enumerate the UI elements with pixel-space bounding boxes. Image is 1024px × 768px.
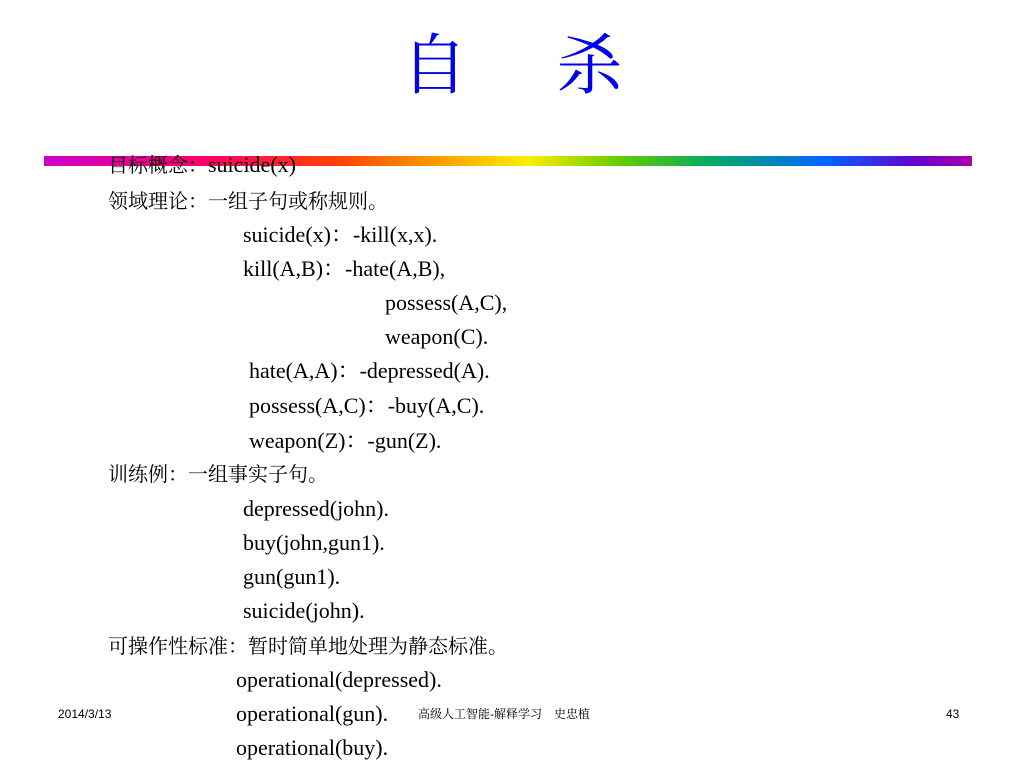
fact-line: depressed(john).: [243, 496, 390, 521]
footer-page-number: 43: [946, 707, 960, 721]
target-concept-line: [108, 148, 296, 182]
rule-line: suicide(x)：-kill(x,x).: [243, 222, 438, 247]
target-concept-value: suicide(x): [208, 152, 296, 177]
slide-title: 自 杀: [401, 27, 657, 104]
rule-line: weapon(C).: [385, 324, 489, 349]
rule-line: possess(A,C)：-buy(A,C).: [249, 393, 485, 418]
footer-course: 高级人工智能-解释学习 史忠植: [418, 707, 590, 721]
fact-line: gun(gun1).: [243, 564, 341, 589]
rule-line: weapon(Z)：-gun(Z).: [249, 428, 442, 453]
target-concept-label: 目标概念：: [108, 153, 208, 177]
domain-theory-heading: 领域理论：一组子句或称规则。: [108, 189, 388, 213]
operational-line: operational(buy).: [236, 735, 389, 760]
rule-line: kill(A,B)：-hate(A,B),: [243, 256, 446, 281]
fact-line: buy(john,gun1).: [243, 530, 385, 555]
footer-date: 2014/3/13: [58, 707, 112, 721]
operational-line: operational(depressed).: [236, 667, 442, 692]
rule-line: possess(A,C),: [385, 290, 508, 315]
fact-line: suicide(john).: [243, 598, 365, 623]
rule-line: hate(A,A)：-depressed(A).: [249, 358, 490, 383]
operational-line: operational(gun).: [236, 701, 389, 726]
operational-criterion-heading: 可操作性标准：暂时简单地处理为静态标准。: [108, 634, 508, 658]
training-examples-heading: 训练例：一组事实子句。: [108, 462, 328, 486]
